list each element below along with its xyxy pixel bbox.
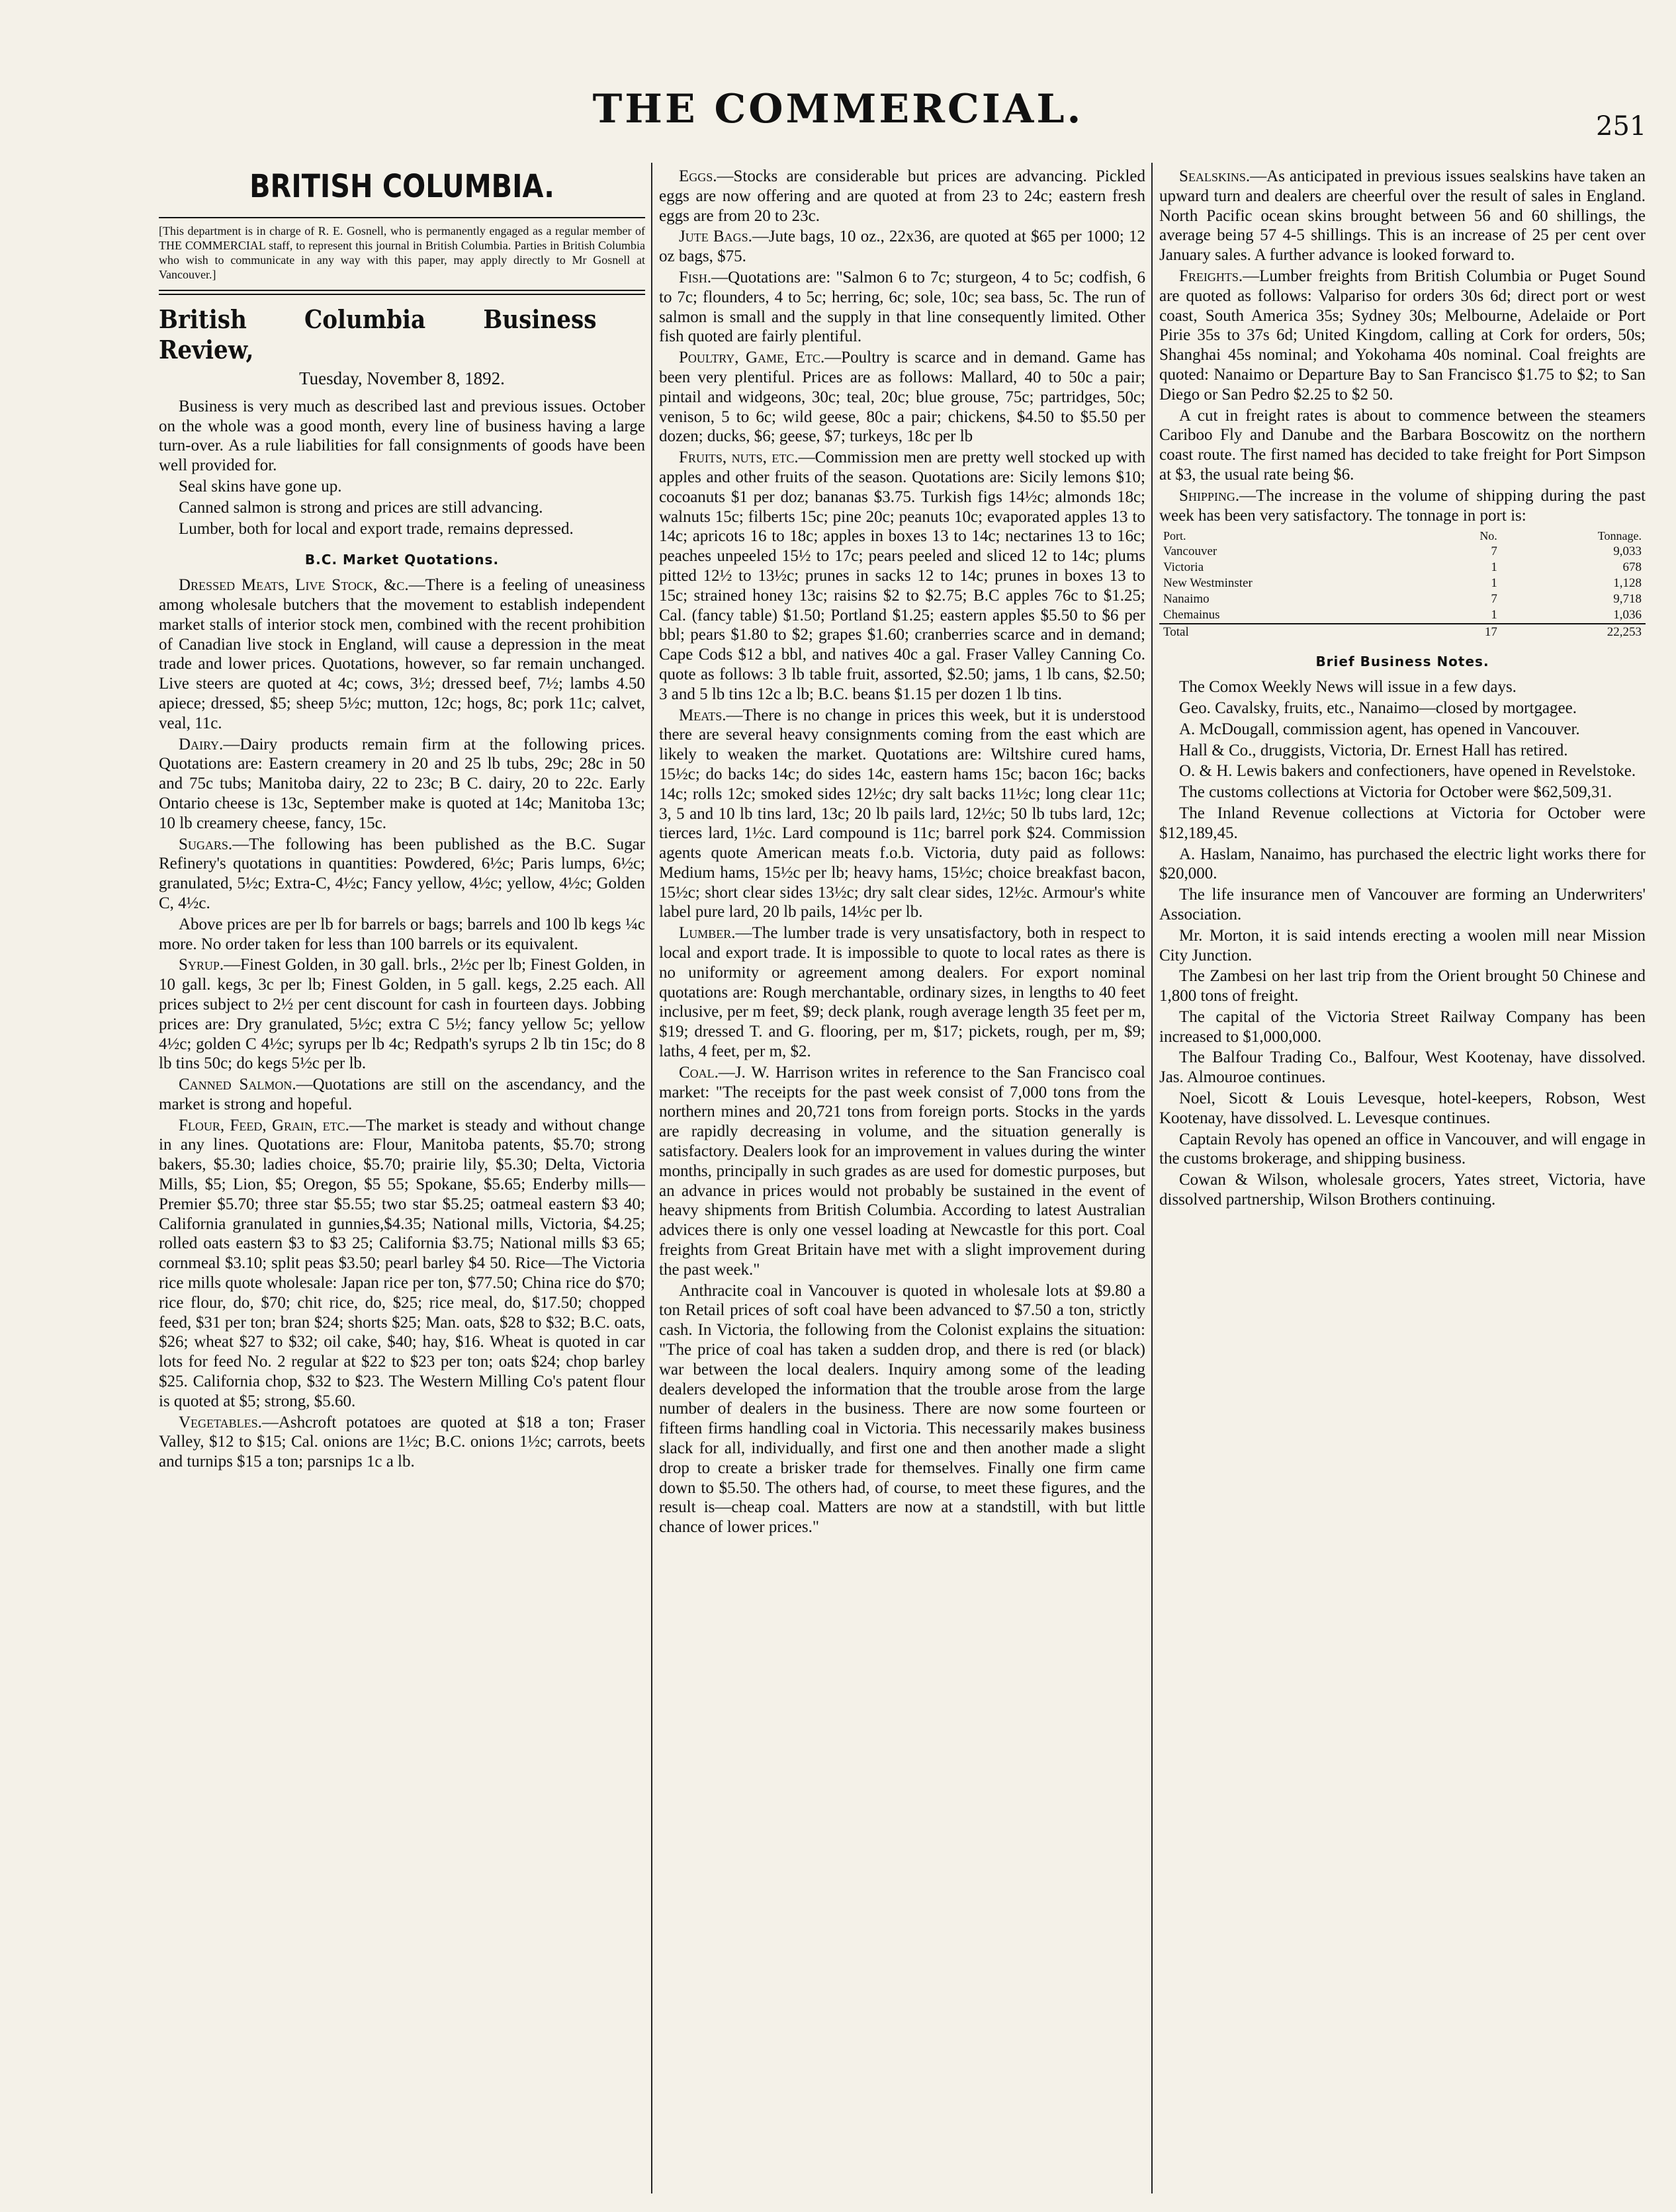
shipping-table-header — [1159, 528, 1646, 544]
quotation-paragraph — [659, 448, 1145, 704]
brief-note: Noel, Sicott & Louis Levesque, hotel-keepers, Robson, West Kootenay, have dissolved. L. Levesque continues. — [1159, 1089, 1646, 1127]
column-3 — [1159, 167, 1646, 2191]
quotation-text: —Dairy products remain firm at the following prices. Quotations are: Eastern creamery in 20 and 25 lb tubs, 29c; 28c in 50 and 75c tubs; Manitoba dairy, 22 to 23c; B C. dairy, 20 to 22c. Early Ontario cheese is 13c, September make is quoted at 14c; Manitoba 13c; 10 lb creamery cheese, fancy, 15c. — [159, 735, 645, 832]
quotation-paragraph — [1159, 486, 1646, 526]
quotation-text: —Finest Golden, in 30 gall. brls., 2½c per lb; Finest Golden, in 10 gall. kegs, 3c per lb; Finest Golden, in 5 gall. kegs, 2.25 each. All prices subject to 2½ per cent discount for cash in fourteen days. Jobbing prices are: Dry granulated, 5½c; extra C 5½; fancy yellow 5c; yellow 4½c; golden C 4½c; syrups per lb 4c; Redpath's syrups 2 lb tin 15c; do 8 lb tins 50c; do kegs 5½c per lb. — [159, 956, 645, 1073]
shipping-header-port: Port. — [1163, 529, 1186, 543]
shipping-row — [1159, 544, 1646, 560]
review-paragraph: Business is very much as described last and previous issues. October on the whole was a good month, every line of business having a large turn-over. As a rule liabilities for fall consignments of goods have been well provided for. — [159, 397, 645, 475]
quotation-lead: Freights. — [1179, 267, 1243, 285]
quotation-text: —The lumber trade is very unsatisfactory, both in respect to local and export trade. It is impossible to quote to local rates as there is no uniformity or agreement among dealers. For export nominal quotations are: Rough merchantable, ordinary sizes, in lengths to 40 feet inclusive, per m feet, $9; deck plank, rough average length 35 feet per m, $19; dressed T. and G. flooring, per m, $17; pickets, rough, per m, $9; laths, 4 feet, per m, $2. — [659, 924, 1145, 1061]
shipping-no: 1 — [1491, 576, 1497, 591]
shipping-no: 1 — [1491, 608, 1497, 622]
masthead: THE COMMERCIAL. — [592, 86, 1084, 132]
quotation-paragraph — [159, 575, 645, 733]
shipping-port: Victoria — [1163, 560, 1204, 575]
rule — [159, 217, 645, 218]
quotation-lead: Sealskins. — [1179, 167, 1251, 185]
brief-note: The Comox Weekly News will issue in a few days. — [1179, 678, 1517, 697]
quotation-paragraph — [659, 227, 1145, 267]
quotation-lead: Lumber. — [679, 924, 736, 943]
quotation-text: Above prices are per lb for barrels or bags; barrels and 100 lb kegs ¼c more. No order taken for less than 100 barrels or its equivalent. — [159, 915, 645, 953]
review-dateline: Tuesday, November 8, 1892. — [299, 368, 505, 388]
brief-note: Captain Revoly has opened an office in Vancouver, and will engage in the customs brokerage, and shipping business. — [1159, 1130, 1646, 1168]
quotation-text: A cut in freight rates is about to commence between the steamers Cariboo Fly and Danube and the Barbara Boscowitz on the northern coast route. The first named has decided to take freight for Port Simpson at $3, the usual rate being $6. — [1159, 406, 1646, 484]
shipping-tonnage: 1,128 — [1613, 576, 1642, 591]
shipping-row — [1159, 591, 1646, 607]
brief-note: A. Haslam, Nanaimo, has purchased the electric light works there for $20,000. — [1159, 845, 1646, 883]
quotation-paragraph — [159, 915, 645, 955]
column-2 — [659, 167, 1145, 2191]
quotation-lead: Sugars. — [179, 835, 233, 853]
quotation-paragraph — [159, 735, 645, 833]
column-rule — [1151, 163, 1153, 2193]
shipping-row — [1159, 560, 1646, 575]
quotation-text: —Ashcroft potatoes are quoted at $18 a ton; Fraser Valley, $12 to $15; Cal. onions are 1½c; B.C. onions 1½c; carrots, beets and turnips $15 a ton; parsnips 1c a lb. — [159, 1413, 645, 1471]
review-paragraph: Canned salmon is strong and prices are still advancing. — [179, 498, 543, 517]
quotation-paragraph — [1159, 267, 1646, 405]
quotation-text: —The increase in the volume of shipping during the past week has been very satisfactory. The tonnage in port is: — [1159, 486, 1646, 525]
quotation-paragraph — [159, 1413, 645, 1472]
shipping-port: Chemainus — [1163, 608, 1220, 622]
quotation-text: —There is a feeling of uneasiness among wholesale butchers that the movement to establish independent market stalls of interior stock men, combined with the recent prohibition of Canadian live stock in England, will cause a depression in the meat trade and lower prices. Quotations, however, so far remain unchanged. Live steers are quoted at 4c; cows, 3½; dressed beef, 7½; lambs 4.50 apiece; dressed, $5; sheep 5½c; mutton, 12c; hogs, 8c; pork 11c; calvet, veal, 11c. — [159, 576, 645, 732]
brief-note: A. McDougall, commission agent, has opened in Vancouver. — [1179, 720, 1580, 738]
shipping-tonnage: 9,033 — [1613, 544, 1642, 559]
shipping-total-tonnage: 22,253 — [1501, 624, 1646, 640]
quotation-text: —There is no change in prices this week, but it is understood there are several heavy consignments coming from the east which are likely to weaken the market. Quotations are: Wiltshire cured hams, 15½c; do backs 14c; do sides 14c, eastern hams 15c; bacon 16c; backs 14c; rolls 12c; smoked sides 12½c; dry salt backs 11½c; long clear 11c; 3, 5 and 10 lb tins lard, 13c; 20 lb pails lard, 12½c; 50 lb tubs lard, 12c; tierces lard, 1½c. Lard compound is 11c; barrel pork $24. Commission agents quote American meats f.o.b. Victoria, duty paid as follows: Medium hams, 15½c per lb; heavy hams, 15½c; choice breakfast bacon, 15½c; short clear sides 13½c; dry salt clear sides, 12½c. Armour's white label pure lard, 20 lb pails, 14½c per lb. — [659, 706, 1145, 921]
brief-note: Hall & Co., druggists, Victoria, Dr. Ernest Hall has retired. — [1179, 741, 1568, 759]
brief-note: The Inland Revenue collections at Victoria for October were $12,189,45. — [1159, 804, 1646, 842]
quotation-lead: Vegetables. — [179, 1413, 262, 1431]
quotation-lead: Shipping. — [1179, 486, 1240, 505]
quotation-lead: Flour, Feed, Grain, etc. — [179, 1116, 349, 1134]
brief-note: The customs collections at Victoria for October were $62,509,31. — [1179, 783, 1612, 802]
quotation-text: —Poultry is scarce and in demand. Game has been very plentiful. Prices are as follows: Mallard, 40 to 50c a pair; pintail and widgeons, 30c; teal, 20c; blue grouse, 75c; partridges, 50c; venison, 5 to 6c; wild geese, 80c a pair; chickens, $4.50 to $5.50 per dozen; ducks, $6; geese, $7; turkeys, 18c per lb — [659, 349, 1145, 446]
rule — [159, 290, 645, 295]
shipping-port: Vancouver — [1163, 544, 1217, 559]
brief-note: The life insurance men of Vancouver are forming an Underwriters' Association. — [1159, 886, 1646, 923]
quotation-paragraph — [659, 1281, 1145, 1537]
quotations-heading: B.C. Market Quotations. — [304, 552, 500, 568]
quotation-paragraph — [659, 167, 1145, 226]
shipping-total-no: 17 — [1430, 624, 1501, 640]
page-number: 251 — [1596, 111, 1647, 142]
shipping-no: 1 — [1491, 560, 1497, 575]
shipping-tonnage: 678 — [1622, 560, 1642, 575]
quotation-lead: Syrup. — [179, 956, 224, 974]
shipping-tonnage: 9,718 — [1613, 592, 1642, 607]
quotation-text: —Stocks are considerable but prices are advancing. Pickled eggs are now offering and are quoted at from 23 to 24c; eastern fresh eggs are from 20 to 23c. — [659, 167, 1145, 225]
quotation-paragraph — [159, 1116, 645, 1412]
quotation-lead: Fruits, nuts, etc. — [679, 448, 799, 467]
quotation-text: —The following has been published as the B.C. Sugar Refinery's quotations in quantities: Powdered, 6½c; Paris lumps, 6½c; granulated, 5½c; Extra-C, 4½c; Fancy yellow, 4½c; yellow, 4½c; Golden C, 4½c. — [159, 835, 645, 912]
quotation-text: —J. W. Harrison writes in reference to the San Francisco coal market: "The receipts for the past week consist of 7,000 tons from the northern mines and 20,721 tons from foreign ports. Stocks in the yards are rapidly decreasing in volume, and the situation generally is satisfactory. Dealers look for an improvement in values during the winter months, principally in such grades as are used for domestic purposes, but an advance in prices would not probably be sustained in the event of heavy shipments from British Columbia. According to latest Australian advices there is only one vessel loading at Newcastle for this port. Coal freights from Great Britain have met with a slight improvement during the past week." — [659, 1063, 1145, 1279]
quotation-paragraph — [1159, 406, 1646, 485]
shipping-header-tonnage: Tonnage. — [1597, 529, 1642, 543]
brief-note: Cowan & Wilson, wholesale grocers, Yates street, Victoria, have dissolved partnership, Wilson Brothers continuing. — [1159, 1171, 1646, 1209]
column-rule — [651, 163, 652, 2193]
quotation-lead: Poultry, Game, Etc. — [679, 349, 825, 367]
shipping-header-no: No. — [1479, 529, 1497, 543]
quotation-text: Anthracite coal in Vancouver is quoted in wholesale lots at $9.80 a ton Retail prices of soft coal have been advanced to $7.50 a ton, strictly cash. In Victoria, the following from the Colonist explains the situation: "The price of coal has taken a sudden drop, and there is red (or black) war between the local dealers. Inquiry among some of the leading dealers developed the information that the trouble arose from the large number of dealers in the business. There are now some fourteen or fifteen firms handling coal in Victoria. This necessarily makes business slack for all, individually, and first one and then another made a slight drop to create a brisker trade for themselves. Finally one firm came down to $5.50. The others had, of course, to meet these figures, and the result is—cheap coal. Matters are now at a standstill, with but little chance of lower prices." — [659, 1281, 1145, 1537]
review-paragraph: Seal skins have gone up. — [179, 477, 342, 495]
shipping-port: New Westminster — [1163, 576, 1253, 591]
shipping-no: 7 — [1491, 544, 1497, 559]
brief-note: Geo. Cavalsky, fruits, etc., Nanaimo—closed by mortgagee. — [1179, 699, 1577, 717]
quotation-text: —Quotations are: "Salmon 6 to 7c; sturgeon, 4 to 5c; codfish, 6 to 7c; flounders, 4 to 5c; herring, 6c; sole, 10c; sea bass, 5c. The run of salmon is small and the supply in that line consequently limited. Other fish quoted are fairly plentiful. — [659, 268, 1145, 346]
brief-note: O. & H. Lewis bakers and confectioners, have opened in Revelstoke. — [1179, 762, 1636, 781]
quotation-lead: Dairy. — [179, 735, 224, 753]
department-title: BRITISH COLUMBIA. — [249, 168, 554, 205]
quotation-lead: Jute Bags. — [679, 228, 752, 246]
quotation-paragraph — [659, 706, 1145, 923]
department-note: [This department is in charge of R. E. Gosnell, who is permanently engaged as a regular member of THE COMMERCIAL staff, to represent this journal in British Columbia. Parties in British Columbia who wish to communicate in any way with this paper, may apply directly to Mr Gosnell at Vancouver.] — [159, 224, 645, 281]
shipping-row — [1159, 575, 1646, 591]
shipping-no: 7 — [1491, 592, 1497, 607]
brief-note: The capital of the Victoria Street Railway Company has been increased to $1,000,000. — [1159, 1007, 1646, 1046]
quotation-lead: Canned Salmon. — [179, 1076, 296, 1094]
brief-note: Mr. Morton, it is said intends erecting a woolen mill near Mission City Junction. — [1159, 926, 1646, 964]
quotation-lead: Fish. — [679, 268, 712, 286]
quotation-paragraph — [159, 1075, 645, 1115]
column-1 — [159, 167, 645, 2191]
shipping-table — [1159, 528, 1646, 640]
review-paragraph: Lumber, both for local and export trade, remains depressed. — [179, 519, 574, 538]
review-title: British Columbia Business Review, — [159, 304, 597, 364]
quotation-paragraph — [159, 955, 645, 1074]
shipping-tonnage: 1,036 — [1613, 608, 1642, 622]
quotation-paragraph — [659, 268, 1145, 347]
shipping-total-label: Total — [1159, 624, 1430, 640]
quotation-paragraph — [659, 348, 1145, 447]
brief-note: The Zambesi on her last trip from the Orient brought 50 Chinese and 1,800 tons of freight. — [1159, 967, 1646, 1005]
shipping-total-row — [1159, 624, 1646, 640]
brief-note: The Balfour Trading Co., Balfour, West Kootenay, have dissolved. Jas. Almouroe continues. — [1159, 1048, 1646, 1087]
quotation-paragraph — [659, 1063, 1145, 1280]
quotation-lead: Meats. — [679, 706, 727, 724]
quotation-text: —The market is steady and without change in any lines. Quotations are: Flour, Manitoba patents, $5.70; strong bakers, $5.30; ladies choice, $5.70; prairie lily, $5.30; Delta, Victoria Mills, $5; Lion, $5; Oregon, $5 55; Spokane, $5.65; Enderby mills—Premier $5.70; three star $5.55; two star $5.25; oatmeal eastern $3 40; California granulated in gunnies,$4.35; National mills, Victoria, $4.25; rolled oats eastern $3 to $3 25; California $3.75; National mills $3 65; cornmeal $3.10; split peas $3.50; pearl barley $4 50. Rice—The Victoria rice mills quote wholesale: Japan rice per ton, $77.50; China rice do $70; rice flour, do, $70; chit rice, do, $25; rice meal, do, $17.50; chopped feed, $31 per ton; bran $24; shorts $25; Man. oats, $28 to $32; B.C. oats, $26; wheat $27 to $32; oil cake, $40; hay, $16. Wheat is quoted in car lots for feed No. 2 regular at $22 to $23 per ton; oats $24; chop barley $25. California chop, $32 to $23. The Western Milling Co's patent flour is quoted at $5; strong, $5.60. — [159, 1116, 645, 1410]
quotation-paragraph — [659, 923, 1145, 1062]
quotation-text: —As anticipated in previous issues sealskins have taken an upward turn and dealers are cheerful over the result of sales in England. North Pacific ocean skins brought between 56 and 60 shillings, the average being 57 4-5 shillings. This is an increase of 25 per cent over January sales. A further advance is looked forward to. — [1159, 167, 1646, 265]
shipping-port: Nanaimo — [1163, 592, 1210, 607]
quotation-lead: Eggs. — [679, 167, 717, 185]
quotation-text: —Commission men are pretty well stocked up with apples and other fruits of the season. Quotations are: Sicily lemons $10; cocoanuts $1 per doz; bananas $3.75. Turkish figs 14½c; almonds 18c; walnuts 15c; filberts 15c; pine 20c; peanuts 10c; evaporated apples 13 to 14c; apricots 16 to 18c; apples in boxes 13 to 14c; nectarines 13 to 16c; peaches unpeeled 15½ to 17c; pears peeled and sliced 12 to 14c; plums pitted 12½ to 13½c; prunes in sacks 12 to 14c; prunes in boxes 13 to 15c; strained honey 13c; raisins $2 to $2.75; B.C apples 76c to $1.25; Cal. (fancy table) $1.50; Portland $1.25; eastern apples $5.50 to $6 per bbl; pears $1.80 to $2; grapes $1.60; cranberries scarce and in demand; Cape Cods $12 a bbl, and natives 40c a gal. Fraser Valley Canning Co. quote as follows: 3 lb table fruit, assorted, $2.50; jams, 1 lb cans, $2.50; 3 and 5 lb tins 12c a lb; B.C. beans $1.15 per dozen 1 lb tins. — [659, 448, 1145, 703]
quotation-lead: Coal. — [679, 1063, 719, 1082]
quotation-lead: Dressed Meats, Live Stock, &c. — [179, 576, 409, 595]
shipping-row — [1159, 607, 1646, 624]
quotation-text: —Quotations are still on the ascendancy, and the market is strong and hopeful. — [159, 1076, 645, 1113]
quotation-paragraph — [159, 835, 645, 914]
quotation-text: —Jute bags, 10 oz., 22x36, are quoted at $65 per 1000; 12 oz bags, $75. — [659, 228, 1145, 266]
quotation-text: —Lumber freights from British Columbia or Puget Sound are quoted as follows: Valpariso for orders 30s 6d; direct port or west coast, South America 35s; Sydney 30s; Melbourne, Adelaide or Port Pirie 35s to 37s 6d; United Kingdom, calling at Cork for orders, 50s; Shanghai 45s nominal; and Yokohama 40s nominal. Coal freights are quoted: Nanaimo or Departure Bay to San Francisco $1.75 to $2; to San Diego or San Pedro $2.25 to $2 50. — [1159, 267, 1646, 404]
brief-notes-heading: Brief Business Notes. — [1315, 654, 1489, 670]
quotation-paragraph — [1159, 167, 1646, 265]
